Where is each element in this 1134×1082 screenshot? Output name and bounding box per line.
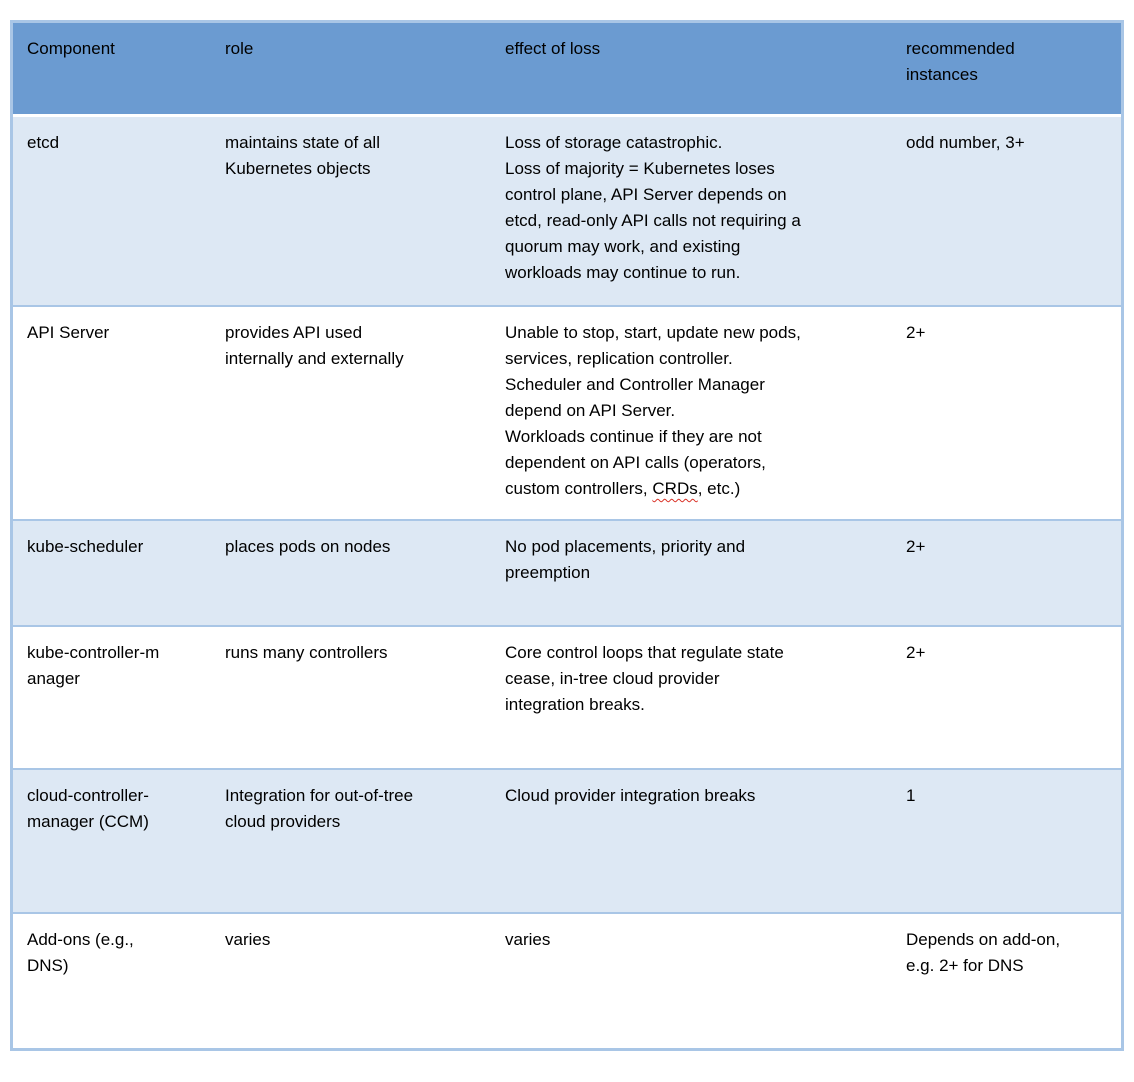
- table-row-kube-controller-manager: [13, 625, 1121, 768]
- cell-effect-of-loss: varies: [505, 930, 551, 949]
- cell-effect-of-loss: No pod placements, priority and preemption: [505, 537, 746, 582]
- cell-component: Add-ons (e.g., DNS): [27, 930, 134, 975]
- cell-role: maintains state of all Kubernetes objects: [225, 133, 380, 178]
- cell-recommended-instances: 2+: [906, 537, 926, 556]
- table-row-etcd: [13, 117, 1121, 305]
- cell-recommended-instances: Depends on add-on, e.g. 2+ for DNS: [906, 930, 1061, 975]
- cell-effect-of-loss: [491, 307, 892, 519]
- table-row-add-ons: [13, 912, 1121, 1048]
- effect-text-post: , etc.): [697, 479, 741, 498]
- table-row-kube-scheduler: [13, 519, 1121, 625]
- cell-role: varies: [225, 930, 271, 949]
- cell-component: kube-scheduler: [27, 537, 144, 556]
- effect-text: Unable to stop, start, update new pods, services, replication controller. Scheduler and Controller Manager depend on API Server. Workloads continue if they are not dependent on API calls (operators,: [505, 323, 801, 472]
- cell-role: places pods on nodes: [225, 537, 391, 556]
- misspelled-word-crds: CRDs: [652, 479, 698, 498]
- components-table: [10, 20, 1124, 1051]
- cell-component: API Server: [27, 323, 110, 342]
- cell-effect-of-loss: Core control loops that regulate state cease, in-tree cloud provider integration breaks.: [505, 643, 784, 714]
- cell-recommended-instances: 1: [906, 786, 916, 805]
- cell-role: Integration for out-of-tree cloud providers: [225, 786, 414, 831]
- cell-recommended-instances: odd number, 3+: [906, 133, 1025, 152]
- table-row-api-server: [13, 305, 1121, 519]
- table-header-row: [13, 23, 1121, 117]
- header-cell-effect-of-loss: effect of loss: [505, 39, 601, 58]
- cell-component: cloud-controller- manager (CCM): [27, 786, 149, 831]
- effect-text-pre: custom controllers,: [505, 479, 653, 498]
- header-cell-role: role: [225, 39, 254, 58]
- cell-recommended-instances: 2+: [906, 323, 926, 342]
- cell-effect-of-loss: Loss of storage catastrophic. Loss of majority = Kubernetes loses control plane, API Server depends on etcd, read-only API calls not requiring a quorum may work, and existing workloads may continue to run.: [505, 133, 801, 282]
- header-cell-component: Component: [27, 39, 115, 58]
- cell-component: etcd: [27, 133, 60, 152]
- header-cell-recommended-instances: recommended instances: [906, 39, 1015, 84]
- cell-role: runs many controllers: [225, 643, 388, 662]
- cell-effect-of-loss: Cloud provider integration breaks: [505, 786, 756, 805]
- cell-recommended-instances: 2+: [906, 643, 926, 662]
- cell-role: provides API used internally and externally: [225, 323, 404, 368]
- table-row-cloud-controller-manager: [13, 768, 1121, 912]
- cell-component: kube-controller-m anager: [27, 643, 160, 688]
